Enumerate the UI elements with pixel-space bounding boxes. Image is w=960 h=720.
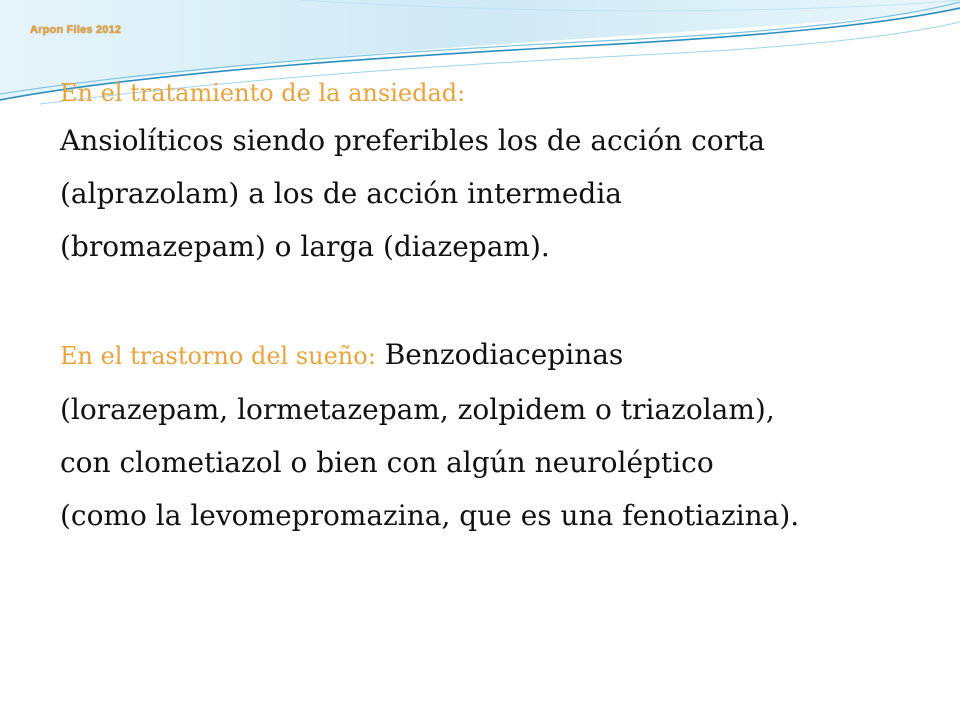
- section2-line-4: (como la levomepromazina, que es una fenotiazina).: [60, 499, 800, 532]
- section1-paragraph: [60, 114, 930, 273]
- section2-heading: En el trastorno del sueño:: [60, 342, 376, 370]
- section2-line-3: con clometiazol o bien con algún neuroléptico: [60, 446, 714, 479]
- section1-line-1: Ansiolíticos siendo preferibles los de acción corta: [60, 124, 765, 157]
- slide-body: [60, 72, 930, 542]
- section1-line-2: (alprazolam) a los de acción intermedia: [60, 177, 622, 210]
- section1-heading: En el tratamiento de la ansiedad:: [60, 79, 466, 107]
- section1-line-3: (bromazepam) o larga (diazepam).: [60, 230, 550, 263]
- section2-first-line-rest: Benzodiacepinas: [375, 338, 624, 371]
- section2-paragraph: [60, 328, 930, 542]
- section2-line-2: (lorazepam, lormetazepam, zolpidem o triazolam),: [60, 393, 775, 426]
- section2-line-1: [60, 328, 930, 383]
- watermark-label: Arpon Files 2012: [30, 24, 122, 36]
